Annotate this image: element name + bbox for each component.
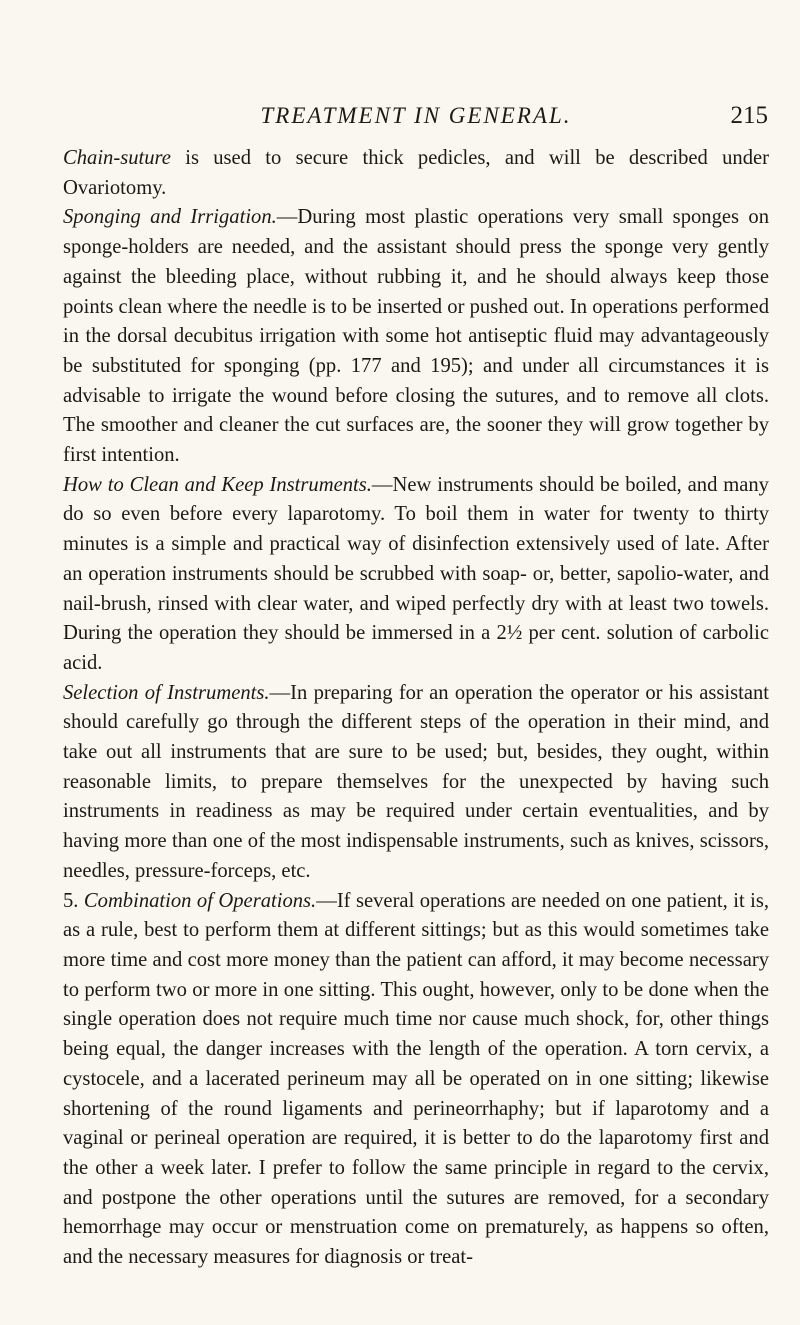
paragraph-heading: Selection of Instruments. [63, 681, 270, 704]
section-number: 5. [63, 889, 84, 912]
paragraph-text: —In preparing for an operation the operator or his assistant should carefully go through the different steps of the operation in their mind, and take out all instruments that are sure to be used; but, besides, they ought, within reasonable limits, to prepare themselves for the unexpected by having such instruments in readiness as may be required under certain eventualities, and by having more than one of the most indispensable instruments, such as knives, scissors, needles, pressure-forceps, etc. [63, 681, 769, 882]
paragraph-sponging-irrigation [63, 203, 769, 470]
running-head [64, 100, 768, 132]
paragraph-heading: Sponging and Irrigation. [63, 206, 277, 229]
page-number: 215 [730, 102, 768, 129]
paragraph-chain-suture [63, 144, 769, 203]
fraction-value: 2½ [496, 622, 523, 645]
paragraph-heading: How to Clean and Keep Instruments. [63, 473, 372, 496]
running-title: TREATMENT IN GENERAL. [260, 103, 572, 128]
body-text [63, 144, 769, 1273]
paragraph-text: —New instruments should be boiled, and many do so even before every laparotomy. To boil them in water for twenty to thirty minutes is a simple and practical way of disinfection extensively used of late. After an operation instruments should be scrubbed with soap- or, better, sapolio-water, and nail-brush, rinsed with clear water, and wiped perfectly dry with at least two towels. During the operation they should be immersed in a [63, 473, 769, 645]
paragraph-heading: Chain-suture [63, 147, 171, 169]
paragraph-text: —During most plastic operations very small sponges on sponge-holders are needed, and the assistant should press the sponge very gently against the bleeding place, without rubbing it, and he should always keep those points clean where the needle is to be inserted or pushed out. In operations performed in the dorsal decubitus irrigation with some hot antiseptic fluid may advantageously be substituted for sponging (pp. 177 and 195); and under all circumstances it is advisable to irrigate the wound before closing the sutures, and to remove all clots. The smoother and cleaner the cut surfaces are, the sooner they will grow together by first intention. [63, 206, 769, 467]
paragraph-text: —If several operations are needed on one patient, it is, as a rule, best to perform them at different sittings; but as this would sometimes take more time and cost more money than the patient can afford, it may become necessary to perform two or more in one sitting. This ought, however, only to be done when the single operation does not require much time nor cause much shock, for, other things being equal, the danger increases with the length of the operation. A torn cervix, a cystocele, and a lacerated perineum may all be operated on in one sitting; likewise shortening of the round ligaments and perineorrhaphy; but if laparotomy and a vaginal or perineal operation are required, it is better to do the laparotomy first and the other a week later. I prefer to follow the same principle in regard to the cervix, and postpone the other operations until the sutures are removed, for a secondary hemorrhage may occur or menstruation come on prematurely, as happens so often, and the necessary measures for diagnosis or treat- [63, 889, 769, 1269]
paragraph-clean-instruments [63, 471, 769, 679]
paragraph-text-continued: per cent. solution of carbolic acid. [63, 622, 769, 674]
paragraph-text: is used to secure thick pedicles, and will be described under Ovariotomy. [63, 147, 769, 199]
paragraph-combination-operations [63, 887, 769, 1273]
paragraph-selection-instruments [63, 679, 769, 887]
paragraph-heading: Combination of Operations. [83, 889, 317, 912]
